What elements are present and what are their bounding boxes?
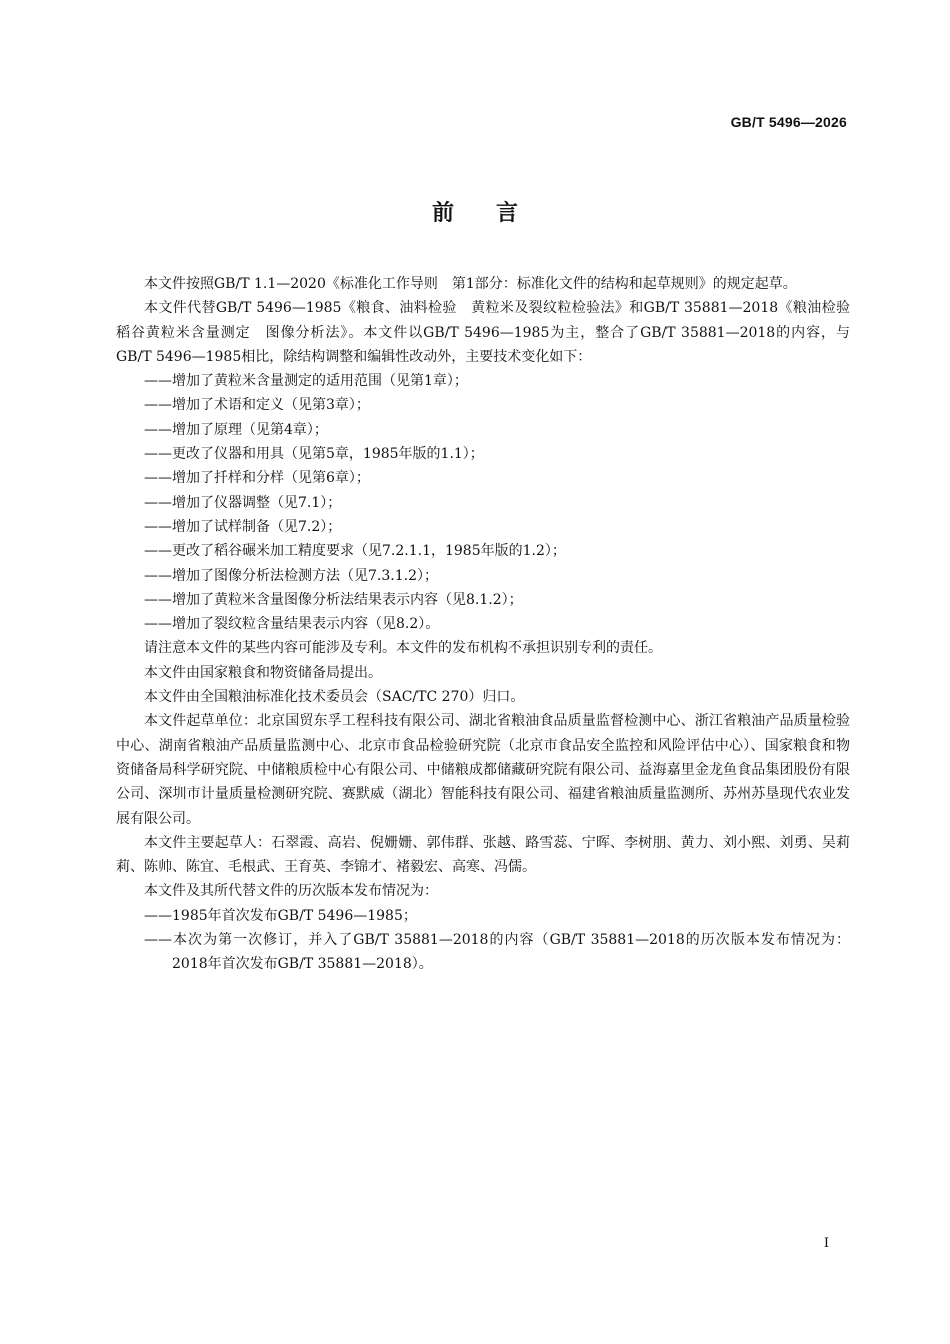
- change-item: ——更改了稻谷碾米加工精度要求（见7.2.1.1，1985年版的1.2）；: [144, 543, 566, 560]
- drafting-units: 本文件起草单位：北京国贸东孚工程科技有限公司、湖北省粮油食品质量监督检测中心、浙江省粮油产品质量检验中心、湖南省粮油产品质量监测中心、北京市食品检验研究院（北京市食品安全监控和风险评估中心）、国家粮食和物资储备局科学研究院、中储粮质检中心有限公司、中储粮成都储藏研究院有限公司、益海嘉里金龙鱼食品集团股份有限公司、深圳市计量质量检测研究院、赛默威（湖北）智能科技有限公司、福建省粮油质量监测所、苏州苏垦现代农业发展有限公司。: [116, 713, 850, 827]
- proposed-by: 本文件由国家粮食和物资储备局提出。: [144, 664, 382, 681]
- change-item: ——增加了扦样和分样（见第6章）；: [144, 470, 370, 487]
- page-number: I: [823, 1236, 829, 1251]
- change-item: ——增加了术语和定义（见第3章）；: [144, 397, 370, 414]
- paragraph-drafting-rules: 本文件按照GB/T 1.1—2020《标准化工作导则 第1部分：标准化文件的结构和起草规则》的规定起草。: [144, 276, 797, 292]
- page-title: 前言: [431, 201, 560, 226]
- history-intro: 本文件及其所代替文件的历次版本发布情况为：: [144, 883, 438, 900]
- paragraph-replaces: 本文件代替GB/T 5496—1985《粮食、油料检验 黄粒米及裂纹粒检验法》和GB/T 35881—2018《粮油检验 稻谷黄粒米含量测定 图像分析法》。本文件以GB/T 5496—1985为主，整合了GB/T 35881—2018的内容，与GB/T 5496—1985相比，除结构调整和编辑性改动外，主要技术变化如下：: [116, 300, 864, 365]
- change-item: ——增加了仪器调整（见7.1）；: [144, 494, 342, 511]
- history-item: ——本次为第一次修订，并入了GB/T 35881—2018的内容（GB/T 35881—2018的历次版本发布情况为：2018年首次发布GB/T 35881—2018）。: [144, 932, 850, 973]
- history-item: ——1985年首次发布GB/T 5496—1985；: [144, 907, 417, 924]
- patent-notice: 请注意本文件的某些内容可能涉及专利。本文件的发布机构不承担识别专利的责任。: [144, 640, 662, 657]
- foreword-body: [116, 272, 864, 977]
- change-item: ——增加了图像分析法检测方法（见7.3.1.2）；: [144, 567, 438, 584]
- standard-number: GB/T 5496—2026: [730, 114, 847, 130]
- change-item: ——增加了黄粒米含量图像分析法结果表示内容（见8.1.2）；: [144, 591, 523, 608]
- change-item: ——增加了黄粒米含量测定的适用范围（见第1章）；: [144, 373, 468, 390]
- change-item: ——增加了裂纹粒含量结果表示内容（见8.2）。: [144, 616, 440, 633]
- change-item: ——更改了仪器和用具（见第5章，1985年版的1.1）；: [144, 446, 484, 463]
- drafters: 本文件主要起草人：石翠霞、高岩、倪姗姗、郭伟群、张越、路雪蕊、宁晖、李树朋、黄力、刘小熙、刘勇、吴莉莉、陈帅、陈宜、毛根武、王育英、李锦才、褚毅宏、高寒、冯儒。: [116, 834, 850, 876]
- change-item: ——增加了原理（见第4章）；: [144, 421, 328, 438]
- managed-by: 本文件由全国粮油标准化技术委员会（SAC/TC 270）归口。: [144, 689, 525, 706]
- change-item: ——增加了试样制备（见7.2）；: [144, 518, 342, 535]
